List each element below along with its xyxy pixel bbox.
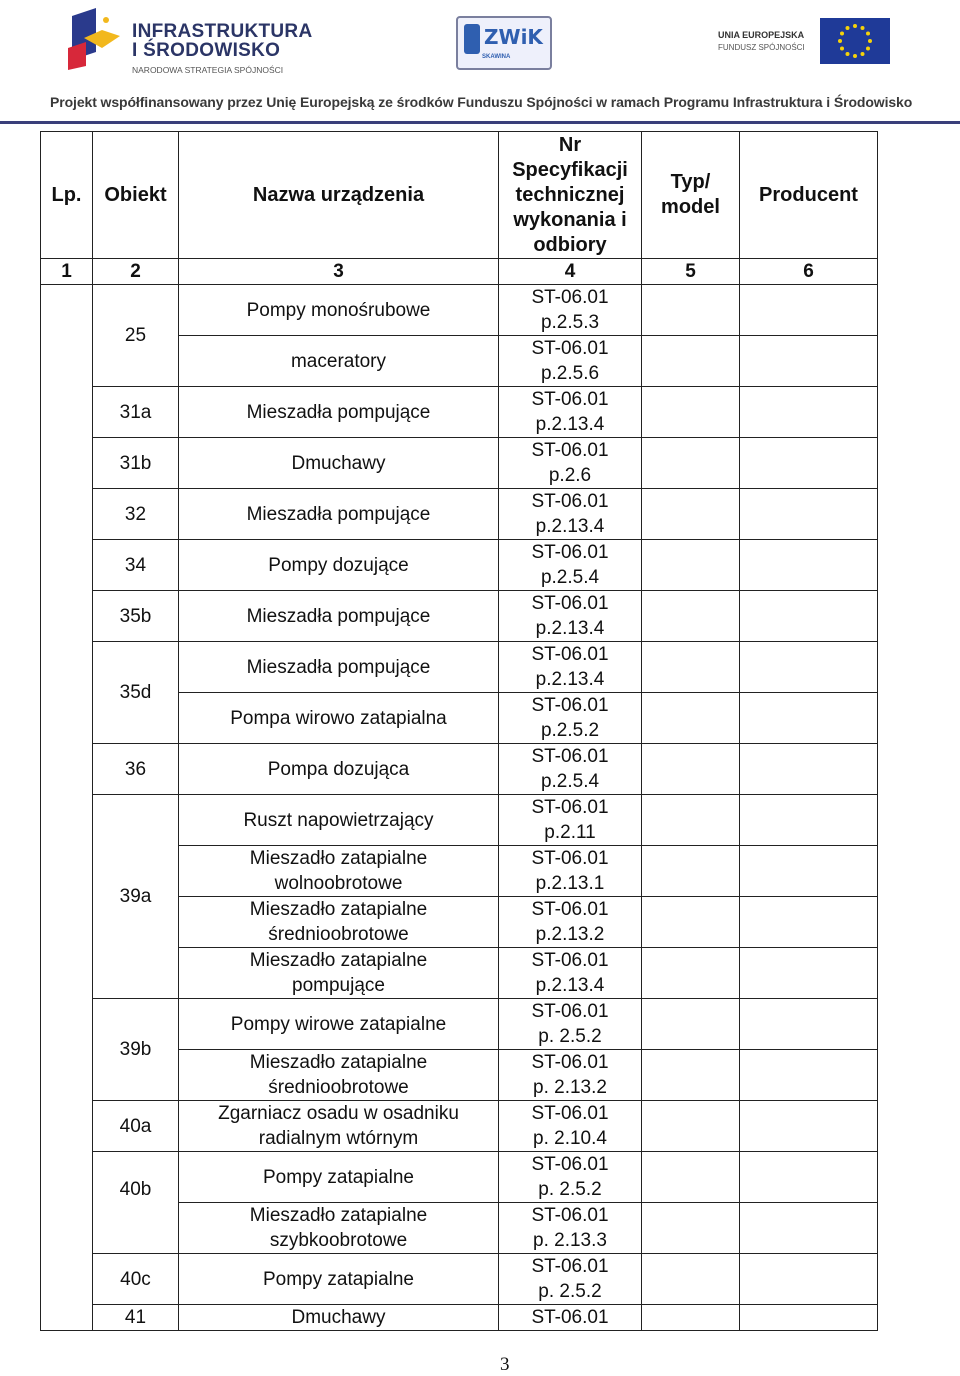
lp-cell — [41, 948, 93, 999]
spec-cell — [499, 999, 642, 1050]
nazwa-cell: Dmuchawy — [179, 1305, 499, 1331]
table-row — [41, 285, 878, 336]
column-number: 2 — [93, 259, 179, 285]
lp-cell — [41, 489, 93, 540]
spec-point: p.2.13.4 — [535, 414, 605, 435]
producent-cell — [740, 489, 878, 540]
nazwa-cell: Mieszadła pompujące — [179, 387, 499, 438]
producent-cell — [740, 336, 878, 387]
typ-cell — [642, 438, 740, 489]
spec-point: p.2.5.4 — [540, 771, 600, 792]
header-typ-model: Typ/ model — [642, 132, 740, 259]
typ-cell — [642, 540, 740, 591]
nazwa-line: Mieszadło zatapialne — [249, 899, 428, 920]
spec-code: ST-06.01 — [531, 1103, 609, 1124]
spec-cell — [499, 489, 642, 540]
lp-cell — [41, 642, 93, 693]
spec-cell — [499, 846, 642, 897]
spec-code: ST-06.01 — [531, 899, 609, 920]
spec-point: p. 2.13.2 — [533, 1077, 607, 1098]
typ-cell — [642, 387, 740, 438]
producent-cell — [740, 1050, 878, 1101]
eu-logo — [718, 18, 888, 68]
typ-cell — [642, 591, 740, 642]
nazwa-cell — [179, 1050, 499, 1101]
spec-point: p.2.11 — [544, 822, 596, 843]
spec-cell — [499, 591, 642, 642]
producent-cell — [740, 387, 878, 438]
lp-cell — [41, 693, 93, 744]
lp-cell — [41, 591, 93, 642]
typ-cell — [642, 489, 740, 540]
spec-point: p. 2.5.2 — [538, 1281, 602, 1302]
obiekt-cell: 31a — [93, 387, 179, 438]
nazwa-cell: maceratory — [179, 336, 499, 387]
typ-cell — [642, 1254, 740, 1305]
nazwa-line: średnioobrotowe — [268, 1077, 409, 1098]
obiekt-cell: 40a — [93, 1101, 179, 1152]
spec-code: ST-06.01 — [531, 1307, 609, 1328]
table-row — [41, 795, 878, 846]
spec-point: p.2.13.2 — [535, 924, 605, 945]
header-nazwa: Nazwa urządzenia — [179, 132, 499, 259]
nazwa-line: Mieszadło zatapialne — [249, 848, 428, 869]
typ-cell — [642, 285, 740, 336]
lp-cell — [41, 795, 93, 846]
nazwa-cell: Pompy zatapialne — [179, 1152, 499, 1203]
spec-code: ST-06.01 — [531, 1205, 609, 1226]
infrastruktura-logo — [62, 8, 313, 78]
typ-cell — [642, 642, 740, 693]
producent-cell — [740, 540, 878, 591]
header-lp: Lp. — [41, 132, 93, 259]
nazwa-cell: Dmuchawy — [179, 438, 499, 489]
spec-cell — [499, 1203, 642, 1254]
obiekt-cell: 39a — [93, 795, 179, 999]
table-row — [41, 591, 878, 642]
nazwa-cell: Mieszadła pompujące — [179, 642, 499, 693]
spec-code: ST-06.01 — [531, 440, 609, 461]
obiekt-cell: 36 — [93, 744, 179, 795]
spec-point: p.2.13.4 — [535, 669, 605, 690]
table-row — [41, 744, 878, 795]
column-number-row — [41, 259, 878, 285]
spec-cell — [499, 1101, 642, 1152]
lp-cell — [41, 999, 93, 1050]
lp-cell — [41, 1050, 93, 1101]
spec-code: ST-06.01 — [531, 593, 609, 614]
producent-cell — [740, 693, 878, 744]
nazwa-cell: Pompy zatapialne — [179, 1254, 499, 1305]
typ-cell — [642, 1050, 740, 1101]
typ-cell — [642, 336, 740, 387]
typ-cell — [642, 948, 740, 999]
equipment-spec-table — [40, 131, 878, 1331]
spec-cell — [499, 795, 642, 846]
nazwa-line: radialnym wtórnym — [258, 1128, 419, 1149]
obiekt-cell — [93, 1152, 179, 1254]
column-number: 3 — [179, 259, 499, 285]
nazwa-cell — [179, 897, 499, 948]
eu-logo-line-1: UNIA EUROPEJSKA — [718, 30, 805, 40]
zwik-logo — [456, 16, 552, 70]
lp-cell — [41, 1305, 93, 1331]
table-row — [41, 489, 878, 540]
producent-cell — [740, 795, 878, 846]
spec-point: p. 2.5.2 — [538, 1179, 602, 1200]
nazwa-cell: Ruszt napowietrzający — [179, 795, 499, 846]
spec-cell — [499, 642, 642, 693]
lp-cell — [41, 438, 93, 489]
obiekt-cell: 35d — [93, 642, 179, 744]
nazwa-cell — [179, 948, 499, 999]
table-row — [41, 438, 878, 489]
table-row — [41, 387, 878, 438]
nazwa-cell: Mieszadła pompujące — [179, 489, 499, 540]
lp-cell — [41, 1101, 93, 1152]
logo-title-line-2: I ŚRODOWISKO — [132, 40, 281, 61]
spec-code: ST-06.01 — [531, 389, 609, 410]
spec-code: ST-06.01 — [531, 1001, 609, 1022]
typ-cell — [642, 693, 740, 744]
spec-cell — [499, 693, 642, 744]
spec-point: p.2.5.3 — [540, 312, 600, 333]
typ-cell — [642, 744, 740, 795]
nazwa-cell — [179, 1203, 499, 1254]
obiekt-cell: 31b — [93, 438, 179, 489]
producent-cell — [740, 1152, 878, 1203]
table-header-row — [41, 132, 878, 259]
spec-code: ST-06.01 — [531, 1154, 609, 1175]
lp-cell — [41, 285, 93, 336]
column-number: 1 — [41, 259, 93, 285]
spec-cell — [499, 1254, 642, 1305]
spec-code: ST-06.01 — [531, 287, 609, 308]
lp-cell — [41, 336, 93, 387]
spec-point: p.2.13.4 — [535, 516, 605, 537]
nazwa-line: Mieszadło zatapialne — [249, 1052, 428, 1073]
producent-cell — [740, 438, 878, 489]
spec-code: ST-06.01 — [531, 542, 609, 563]
column-number: 4 — [499, 259, 642, 285]
nazwa-cell: Pompy monośrubowe — [179, 285, 499, 336]
zwik-emblem-icon — [464, 24, 480, 54]
spec-code: ST-06.01 — [531, 848, 609, 869]
table-row — [41, 642, 878, 693]
lp-cell — [41, 1203, 93, 1254]
lp-cell — [41, 744, 93, 795]
table-row — [41, 1305, 878, 1331]
spec-cell — [499, 1305, 642, 1331]
table-row — [41, 1152, 878, 1203]
spec-point: p.2.13.4 — [535, 975, 605, 996]
spec-cell — [499, 336, 642, 387]
obiekt-label: 40b — [119, 1179, 152, 1200]
spec-code: ST-06.01 — [531, 1256, 609, 1277]
nazwa-line: wolnoobrotowe — [274, 873, 403, 894]
spec-code: ST-06.01 — [531, 695, 609, 716]
obiekt-cell: 35b — [93, 591, 179, 642]
spec-cell — [499, 948, 642, 999]
project-cofinancing-line: Projekt współfinansowany przez Unię Europejską ze środków Funduszu Spójności w ramach Programu Infrastruktura i Środowisko — [50, 94, 913, 110]
producent-cell — [740, 846, 878, 897]
logo-subtitle: NARODOWA STRATEGIA SPÓJNOŚCI — [132, 65, 284, 75]
column-number: 5 — [642, 259, 740, 285]
zwik-logo-subtext: SKAWINA — [482, 54, 511, 60]
table-row — [41, 999, 878, 1050]
column-number: 6 — [740, 259, 878, 285]
typ-cell — [642, 846, 740, 897]
star-flag-icon — [62, 8, 122, 70]
producent-cell — [740, 1203, 878, 1254]
zwik-logo-text: ZWiK — [484, 25, 543, 49]
nazwa-cell — [179, 846, 499, 897]
lp-cell — [41, 1254, 93, 1305]
nazwa-line: średnioobrotowe — [268, 924, 409, 945]
lp-cell — [41, 387, 93, 438]
producent-cell — [740, 1305, 878, 1331]
logo-title-line-1: INFRASTRUKTURA — [132, 21, 313, 42]
spec-point: p.2.5.4 — [540, 567, 600, 588]
lp-cell — [41, 540, 93, 591]
typ-cell — [642, 1152, 740, 1203]
spec-cell — [499, 1050, 642, 1101]
spec-code: ST-06.01 — [531, 950, 609, 971]
spec-cell — [499, 285, 642, 336]
lp-cell — [41, 1152, 93, 1203]
producent-cell — [740, 744, 878, 795]
obiekt-cell: 25 — [93, 285, 179, 387]
lp-cell — [41, 897, 93, 948]
obiekt-cell: 41 — [93, 1305, 179, 1331]
header-obiekt: Obiekt — [93, 132, 179, 259]
spec-point: p. 2.13.3 — [533, 1230, 607, 1251]
spec-code: ST-06.01 — [531, 644, 609, 665]
spec-point: p. 2.10.4 — [533, 1128, 607, 1149]
spec-code: ST-06.01 — [531, 797, 609, 818]
obiekt-cell: 40c — [93, 1254, 179, 1305]
lp-cell — [41, 846, 93, 897]
page-number: 3 — [500, 1354, 510, 1375]
spec-cell — [499, 540, 642, 591]
producent-cell — [740, 999, 878, 1050]
spec-point: p.2.6 — [548, 465, 592, 486]
typ-cell — [642, 1305, 740, 1331]
spec-cell — [499, 438, 642, 489]
typ-cell — [642, 999, 740, 1050]
eu-logo-line-2: FUNDUSZ SPÓJNOŚCI — [718, 43, 805, 52]
producent-cell — [740, 591, 878, 642]
spec-point: p. 2.5.2 — [538, 1026, 602, 1047]
producent-cell — [740, 285, 878, 336]
obiekt-cell: 34 — [93, 540, 179, 591]
spec-point: p.2.13.4 — [535, 618, 605, 639]
nazwa-cell: Pompy dozujące — [179, 540, 499, 591]
spec-cell — [499, 387, 642, 438]
header-producent: Producent — [740, 132, 878, 259]
spec-cell — [499, 744, 642, 795]
producent-cell — [740, 1254, 878, 1305]
nazwa-cell — [179, 1101, 499, 1152]
table-row — [41, 1254, 878, 1305]
obiekt-cell: 32 — [93, 489, 179, 540]
spec-cell — [499, 1152, 642, 1203]
spec-code: ST-06.01 — [531, 491, 609, 512]
typ-cell — [642, 795, 740, 846]
spec-code: ST-06.01 — [531, 338, 609, 359]
table-row — [41, 1101, 878, 1152]
nazwa-cell: Pompy wirowe zatapialne — [179, 999, 499, 1050]
nazwa-line: Mieszadło zatapialne — [249, 1205, 428, 1226]
eu-flag-icon — [820, 18, 890, 64]
typ-cell — [642, 897, 740, 948]
typ-cell — [642, 1101, 740, 1152]
producent-cell — [740, 897, 878, 948]
producent-cell — [740, 948, 878, 999]
spec-cell — [499, 897, 642, 948]
spec-point: p.2.5.2 — [540, 720, 600, 741]
page-header — [0, 0, 960, 130]
nazwa-cell: Pompa dozująca — [179, 744, 499, 795]
nazwa-line: Mieszadło zatapialne — [249, 950, 428, 971]
header-nr-specyfikacji: Nr Specyfikacji technicznej wykonania i odbiory — [499, 132, 642, 259]
nazwa-line: Zgarniacz osadu w osadniku — [218, 1103, 459, 1124]
spec-code: ST-06.01 — [531, 1052, 609, 1073]
spec-point: p.2.5.6 — [540, 363, 600, 384]
obiekt-cell: 39b — [93, 999, 179, 1101]
typ-cell — [642, 1203, 740, 1254]
nazwa-line: pompujące — [292, 975, 385, 996]
table-row — [41, 540, 878, 591]
nazwa-cell: Pompa wirowo zatapialna — [179, 693, 499, 744]
spec-code: ST-06.01 — [531, 746, 609, 767]
nazwa-cell: Mieszadła pompujące — [179, 591, 499, 642]
header-divider — [0, 121, 960, 124]
spec-point: p.2.13.1 — [535, 873, 605, 894]
nazwa-line: szybkoobrotowe — [269, 1230, 408, 1251]
producent-cell — [740, 642, 878, 693]
producent-cell — [740, 1101, 878, 1152]
